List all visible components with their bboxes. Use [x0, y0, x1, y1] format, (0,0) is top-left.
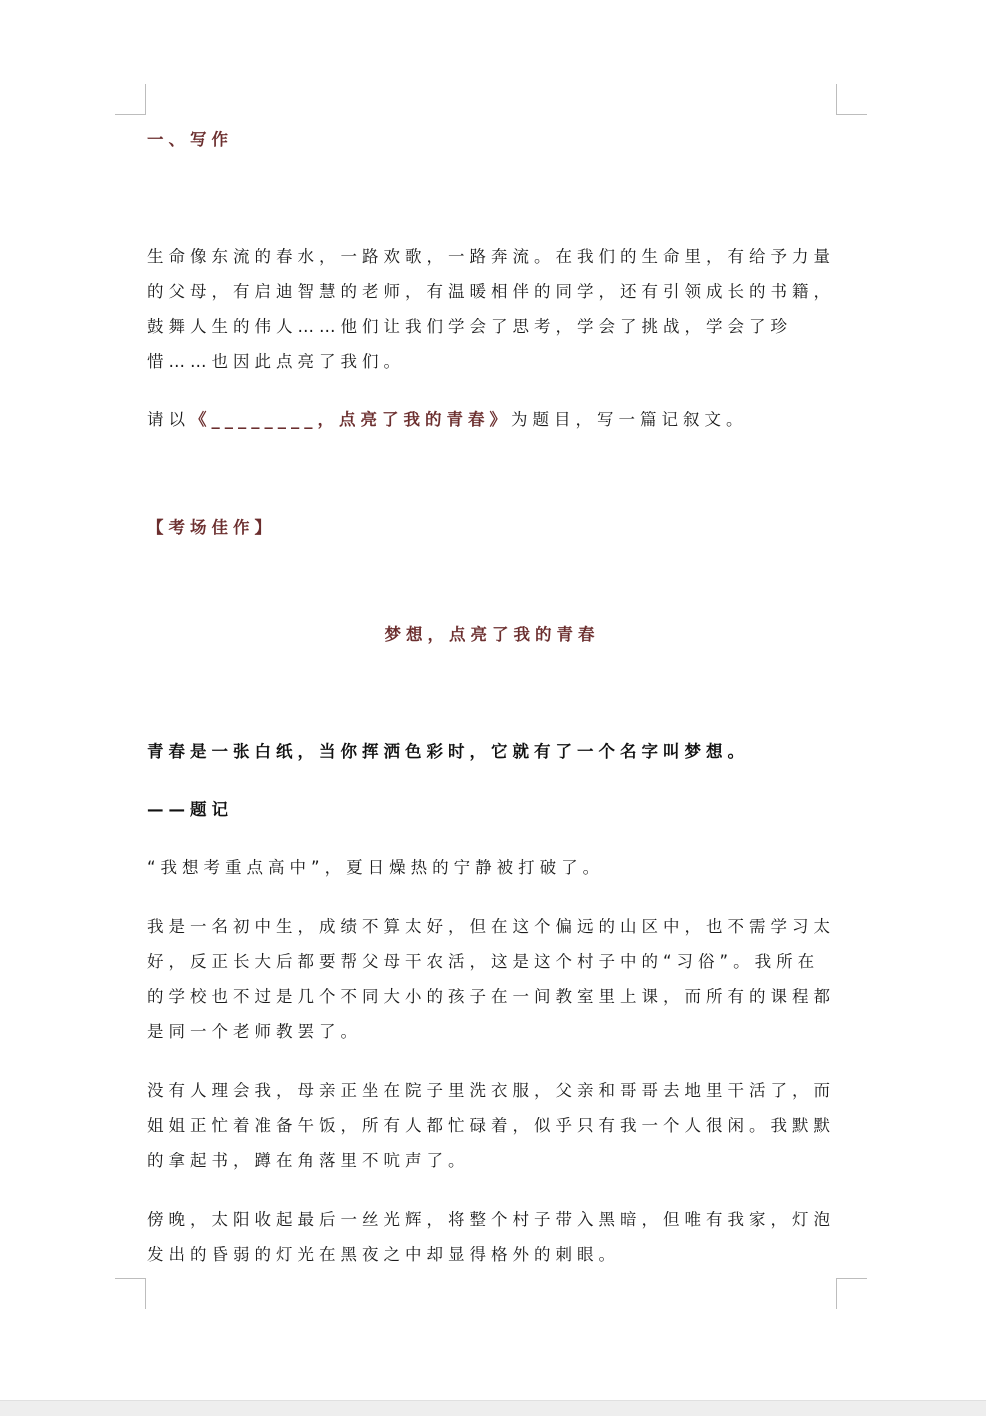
prompt-task [147, 402, 837, 437]
page-corner-mark [836, 84, 867, 115]
essay-paragraph: 傍晚，太阳收起最后一丝光辉，将整个村子带入黑暗，但唯有我家，灯泡发出的昏弱的灯光在黑夜之中却显得格外的刺眼。 [147, 1210, 835, 1264]
essay-paragraph: 没有人理会我，母亲正坐在院子里洗衣服，父亲和哥哥去地里干活了，而姐姐正忙着准备午饭，所有人都忙碌着，似乎只有我一个人很闲。我默默的拿起书，蹲在角落里不吭声了。 [147, 1081, 835, 1170]
page-corner-mark [836, 1278, 867, 1309]
sample-heading: 【考场佳作】 [147, 518, 276, 537]
task-suffix: 为题目，写一篇记叙文。 [511, 410, 748, 429]
task-title: 《________，点亮了我的青春》 [190, 410, 511, 429]
essay-paragraph: “我想考重点高中”，夏日燥热的宁静被打破了。 [147, 858, 605, 877]
essay-paragraph: 我是一名初中生，成绩不算太好，但在这个偏远的山区中，也不需学习太好，反正长大后都要帮父母干农活，这是这个村子中的“习俗”。我所在的学校也不过是几个不同大小的孩子在一间教室里上课，而所有的课程都是同一个老师教罢了。 [147, 917, 835, 1041]
essay-title: 梦想，点亮了我的青春 [384, 625, 600, 644]
page-corner-mark [115, 84, 146, 115]
section-heading: 一、写作 [147, 130, 233, 149]
epigraph-attribution: ——题记 [147, 800, 233, 819]
essay-epigraph: 青春是一张白纸，当你挥洒色彩时，它就有了一个名字叫梦想。 [147, 742, 749, 761]
prompt-paragraph: 生命像东流的春水，一路欢歌，一路奔流。在我们的生命里，有给予力量的父母，有启迪智慧的老师，有温暖相伴的同学，还有引领成长的书籍，鼓舞人生的伟人……他们让我们学会了思考，学会了挑战，学会了珍惜……也因此点亮了我们。 [147, 247, 835, 371]
page-gap [0, 1400, 986, 1416]
task-prefix: 请以 [147, 410, 190, 429]
page-corner-mark [115, 1278, 146, 1309]
